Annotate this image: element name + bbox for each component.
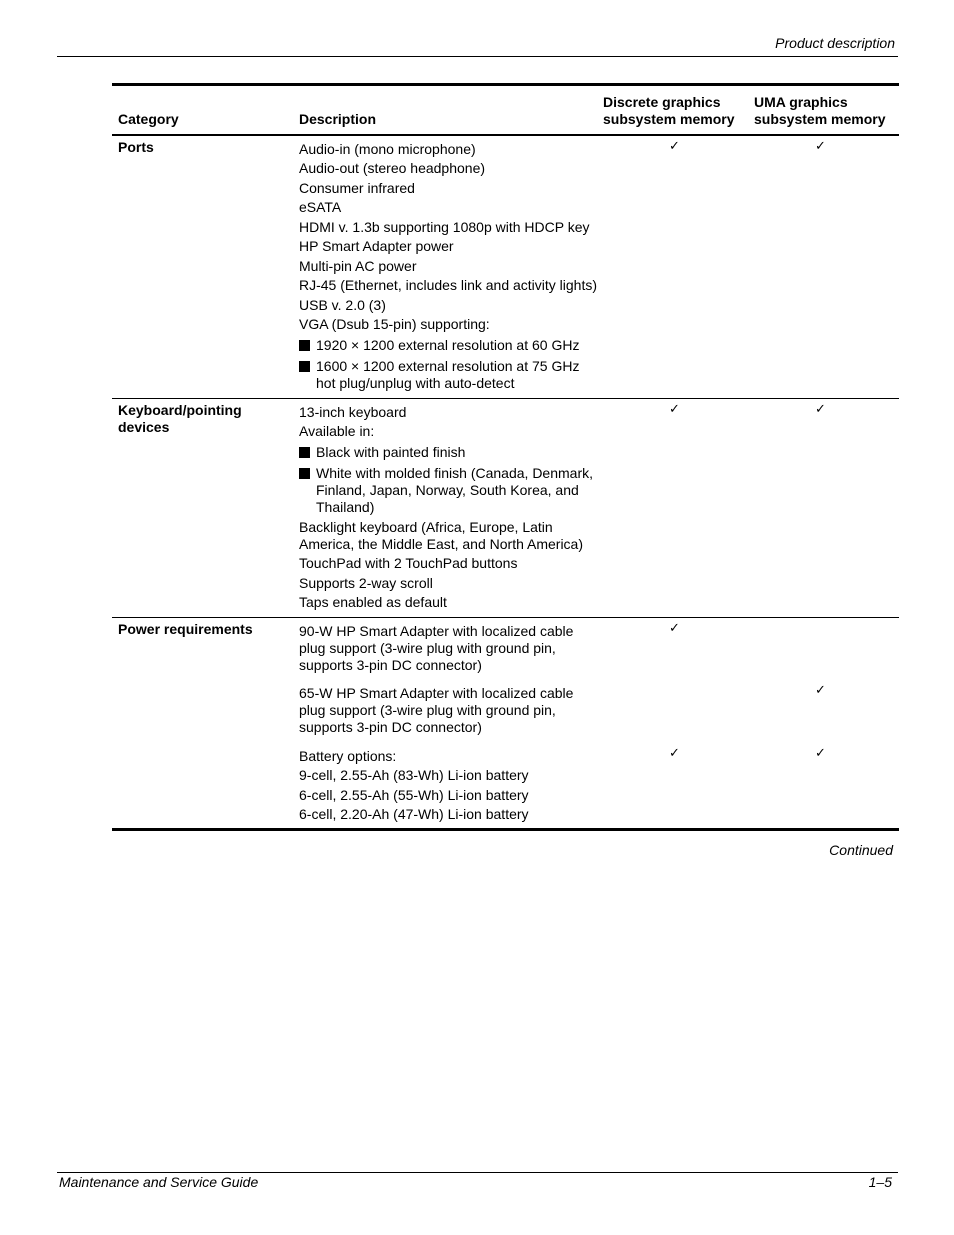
- col-header-discrete: Discrete graphics subsystem memory: [603, 94, 735, 127]
- table-body: [112, 136, 899, 828]
- description-line: HDMI v. 1.3b supporting 1080p with HDCP key: [299, 218, 590, 235]
- table-row: [112, 136, 899, 399]
- uma-check-icon: ✓: [815, 138, 826, 154]
- description-line: Audio-in (mono microphone): [299, 140, 476, 157]
- description-line: 6-cell, 2.55-Ah (55-Wh) Li-ion battery: [299, 786, 529, 803]
- bullet-text: 1600 × 1200 external resolution at 75 GHz hot plug/unplug with auto-detect: [316, 358, 580, 391]
- row-discrete-cell: [598, 620, 749, 823]
- description-line: HP Smart Adapter power: [299, 238, 454, 254]
- bullet-item: [299, 444, 598, 461]
- description-line: eSATA: [299, 199, 342, 215]
- description-line: VGA (Dsub 15-pin) supporting:: [299, 316, 490, 332]
- spec-table: [112, 83, 899, 831]
- description-line: Audio-out (stereo headphone): [299, 160, 486, 176]
- row-uma-cell: [749, 620, 899, 823]
- row-category: Power requirements: [118, 621, 253, 637]
- description-line: Battery options:: [299, 747, 397, 764]
- discrete-check-icon: ✓: [669, 401, 680, 417]
- square-bullet-icon: [299, 361, 310, 372]
- description-line: Multi-pin AC power: [299, 257, 417, 274]
- bullet-text: Black with painted finish: [316, 444, 466, 460]
- description-line: Consumer infrared: [299, 179, 415, 196]
- description-line: 6-cell, 2.20-Ah (47-Wh) Li-ion battery: [299, 806, 529, 822]
- bullet-item: [299, 337, 598, 354]
- description-line: 90-W HP Smart Adapter with localized cable plug support (3-wire plug with ground pin, supports 3-pin DC connector): [299, 622, 574, 673]
- row-uma-cell: [749, 138, 899, 392]
- description-line: Supports 2-way scroll: [299, 574, 433, 591]
- uma-check-icon: ✓: [815, 745, 826, 761]
- description-line: USB v. 2.0 (3): [299, 296, 386, 313]
- footer-guide-title: Maintenance and Service Guide: [59, 1174, 259, 1190]
- table-row: [112, 618, 899, 828]
- bullet-text: 1920 × 1200 external resolution at 60 GHz: [316, 337, 580, 353]
- header-rule: [57, 56, 898, 57]
- footer-page-number: 1–5: [868, 1174, 892, 1190]
- row-discrete-cell: [598, 401, 749, 611]
- running-head: Product description: [775, 35, 895, 51]
- description-line: Taps enabled as default: [299, 594, 447, 610]
- col-header-uma: UMA graphics subsystem memory: [754, 94, 886, 127]
- discrete-check-icon: ✓: [669, 745, 680, 761]
- description-line: Available in:: [299, 423, 375, 439]
- discrete-check-icon: ✓: [669, 138, 680, 154]
- uma-check-icon: ✓: [815, 401, 826, 417]
- continued-label: Continued: [829, 842, 893, 858]
- description-line: 9-cell, 2.55-Ah (83-Wh) Li-ion battery: [299, 767, 529, 783]
- table-row: [112, 399, 899, 618]
- footer-rule: [57, 1172, 898, 1173]
- row-description: [293, 401, 598, 611]
- uma-check-icon: ✓: [815, 683, 826, 698]
- col-header-category: Category: [118, 111, 179, 127]
- row-category: Ports: [118, 139, 154, 155]
- bullet-item: [299, 358, 598, 392]
- bullet-item: [299, 465, 598, 516]
- row-description: [293, 620, 598, 823]
- row-description: [293, 138, 598, 392]
- description-line: TouchPad with 2 TouchPad buttons: [299, 555, 518, 571]
- col-header-description: Description: [299, 111, 377, 127]
- description-line: 13-inch keyboard: [299, 403, 407, 420]
- bullet-text: White with molded finish (Canada, Denmark, Finland, Japan, Norway, South Korea, and Thailand): [316, 465, 594, 515]
- square-bullet-icon: [299, 340, 310, 351]
- square-bullet-icon: [299, 468, 310, 479]
- row-category: Keyboard/pointing devices: [118, 402, 242, 435]
- table-header: [112, 86, 899, 136]
- row-discrete-cell: [598, 138, 749, 392]
- description-line: Backlight keyboard (Africa, Europe, Latin America, the Middle East, and North America): [299, 518, 584, 552]
- description-line: 65-W HP Smart Adapter with localized cable plug support (3-wire plug with ground pin, supports 3-pin DC connector): [299, 685, 574, 735]
- description-line: RJ-45 (Ethernet, includes link and activity lights): [299, 277, 598, 293]
- discrete-check-icon: ✓: [669, 620, 680, 636]
- row-uma-cell: [749, 401, 899, 611]
- square-bullet-icon: [299, 447, 310, 458]
